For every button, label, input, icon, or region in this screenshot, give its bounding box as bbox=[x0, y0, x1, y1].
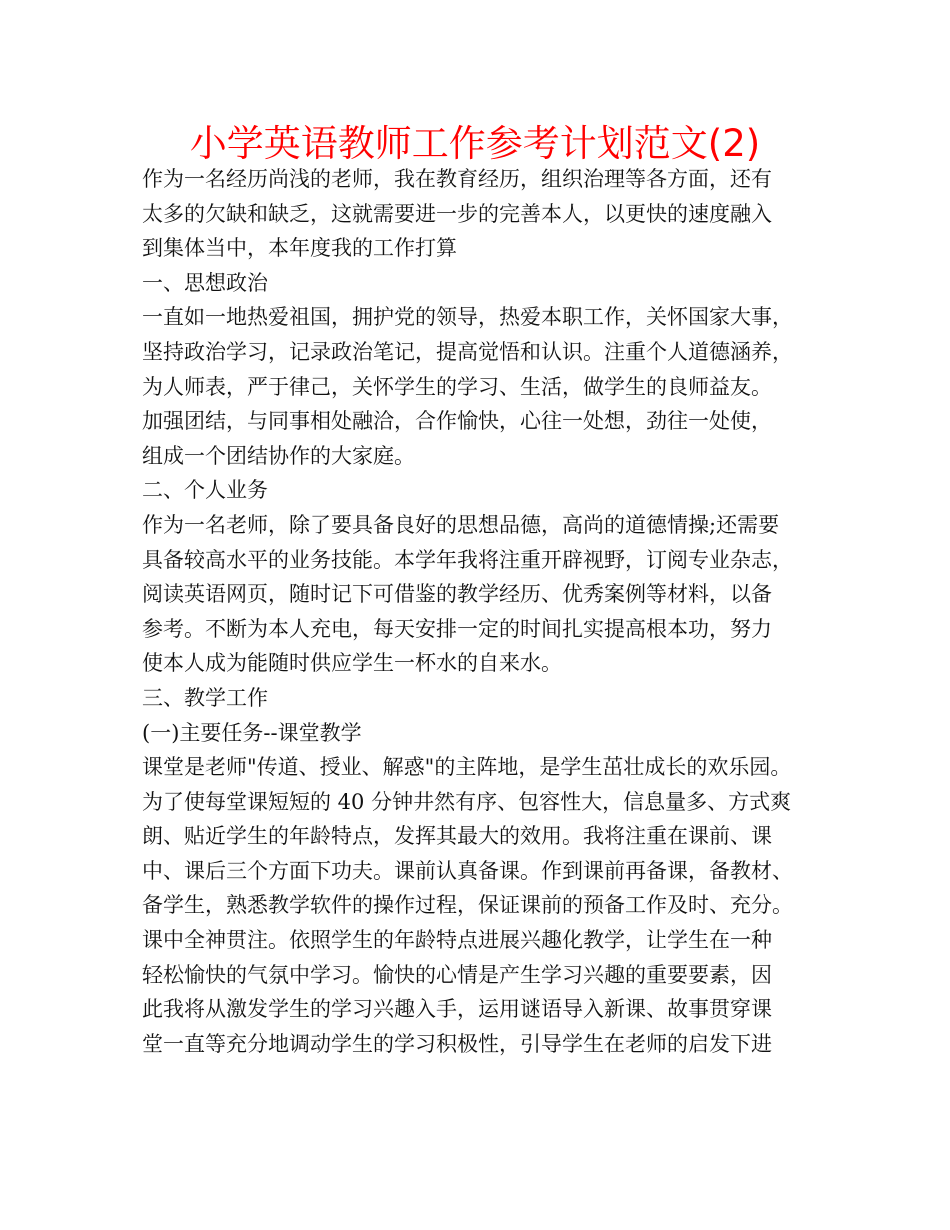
body-line: 组成一个团结协作的大家庭。 bbox=[142, 443, 415, 468]
body-line: 堂一直等充分地调动学生的学习积极性，引导学生在老师的启发下进 bbox=[142, 1031, 772, 1056]
body-line: 为了使每堂课短短的 40 分钟井然有序、包容性大，信息量多、方式爽 bbox=[142, 789, 792, 814]
body-line: 一直如一地热爱祖国，拥护党的领导，热爱本职工作，关怀国家大事， bbox=[142, 305, 793, 330]
body-line: 参考。不断为本人充电，每天安排一定的时间扎实提高根本功，努力 bbox=[142, 616, 772, 641]
section-heading: 一、思想政治 bbox=[142, 270, 268, 295]
body-line: 课中全神贯注。依照学生的年龄特点进展兴趣化教学，让学生在一种 bbox=[142, 928, 772, 953]
document-body bbox=[142, 162, 832, 1061]
body-line: 课堂是老师"传道、授业、解惑"的主阵地，是学生茁壮成长的欢乐园。 bbox=[142, 755, 792, 780]
body-line: 作为一名经历尚浅的老师，我在教育经历，组织治理等各方面，还有 bbox=[142, 167, 772, 191]
body-line: 坚持政治学习，记录政治笔记，提高觉悟和认识。注重个人道德涵养， bbox=[142, 339, 793, 364]
body-line: 具备较高水平的业务技能。本学年我将注重开辟视野，订阅专业杂志， bbox=[142, 547, 793, 572]
subsection-heading: (一)主要任务--课堂教学 bbox=[142, 720, 362, 745]
body-line: 朗、贴近学生的年龄特点，发挥其最大的效用。我将注重在课前、课 bbox=[142, 824, 772, 849]
body-line: 轻松愉快的气氛中学习。愉快的心情是产生学习兴趣的重要要素，因 bbox=[142, 962, 772, 987]
section-heading: 三、教学工作 bbox=[142, 685, 268, 710]
document-title: 小学英语教师工作参考计划范文(2) bbox=[189, 122, 761, 165]
section-heading: 二、个人业务 bbox=[142, 478, 268, 503]
body-line: 中、课后三个方面下功夫。课前认真备课。作到课前再备课，备教材、 bbox=[142, 858, 793, 883]
body-line: 备学生，熟悉教学软件的操作过程，保证课前的预备工作及时、充分。 bbox=[142, 893, 793, 918]
body-line: 阅读英语网页，随时记下可借鉴的教学经历、优秀案例等材料，以备 bbox=[142, 582, 772, 607]
body-line: 此我将从激发学生的学习兴趣入手，运用谜语导入新课、故事贯穿课 bbox=[142, 997, 772, 1022]
body-line: 为人师表，严于律己，关怀学生的学习、生活，做学生的良师益友。 bbox=[142, 374, 772, 399]
body-line: 太多的欠缺和缺乏，这就需要进一步的完善本人，以更快的速度融入 bbox=[142, 201, 772, 226]
body-line: 到集体当中，本年度我的工作打算 bbox=[142, 236, 457, 261]
body-line: 加强团结，与同事相处融洽，合作愉快，心往一处想，劲往一处使， bbox=[142, 409, 772, 434]
body-line: 使本人成为能随时供应学生一杯水的自来水。 bbox=[142, 651, 562, 676]
body-line: 作为一名老师，除了要具备良好的思想品德，高尚的道德情操;还需要 bbox=[142, 512, 780, 537]
